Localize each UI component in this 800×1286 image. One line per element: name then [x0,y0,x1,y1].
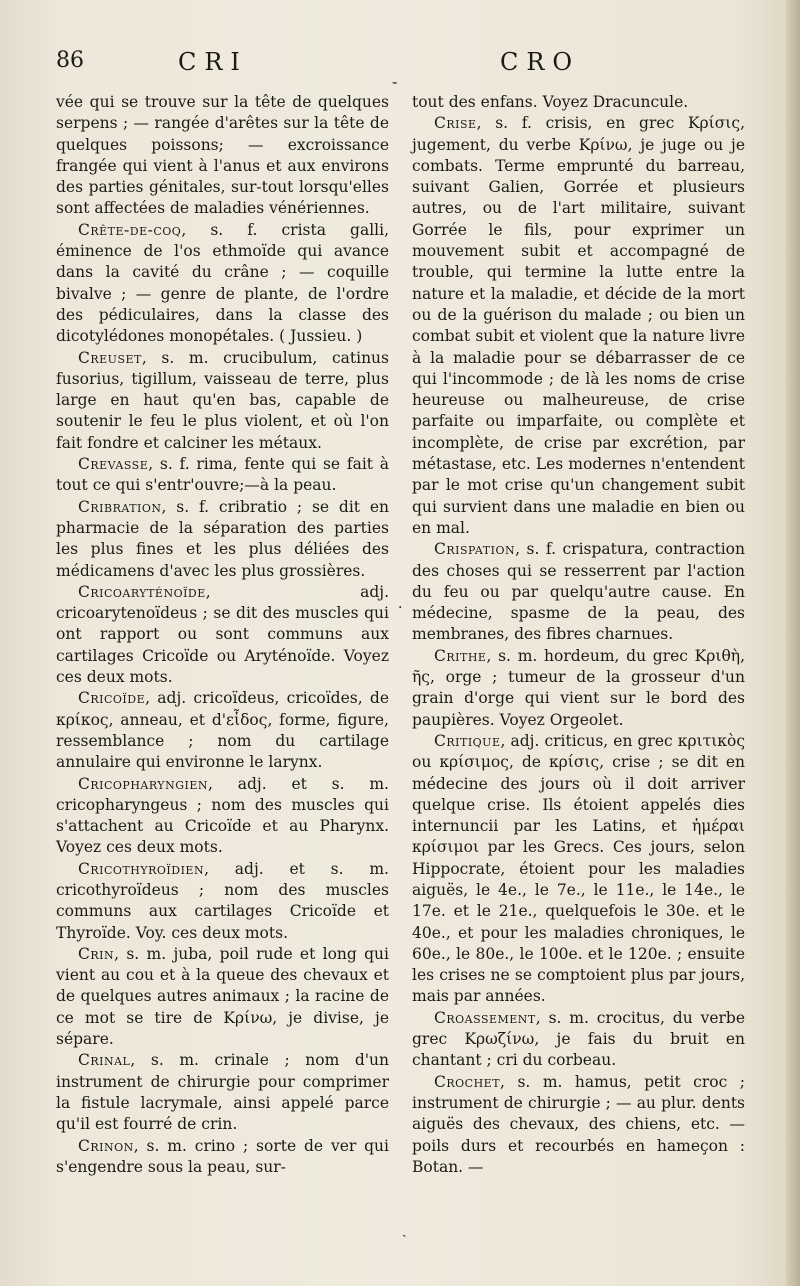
entry-body: , s. f. crista galli, éminence de l'os ethmoïde qui avance dans la cavité du crâne ; — coquille bivalve ; — genre de plante, de l'ordre des pédiculaires, dans la classe des dicotylédones monopétales. ( Jussieu. ) [56,220,389,346]
entry [56,1050,389,1135]
entry [56,582,389,688]
entry-body: , adj. cricoarytenoïdeus ; se dit des muscles qui ont rapport ou sont communs aux cartilages Cricoïde ou Aryténoïde. Voyez ces deux mots. [56,582,389,687]
entry [412,539,745,645]
entry [412,113,745,539]
entry [412,731,745,1008]
margin-mark: · [398,600,403,616]
entry-term: Cribration [78,497,162,516]
entry-body: , s. m. hordeum, du grec Κριθὴ, ῆς, orge ; tumeur de la grosseur d'un grain d'orge qui vient sur le bord des paupières. Voyez Orgeolet. [412,646,745,729]
entry-body: tout des enfans. Voyez Dracuncule. [412,93,689,111]
entry-body: , s. f. crispatura, contraction des choses qui se resserrent par l'action du feu ou par quelqu'autre cause. En médecine, spasme de la peau, des membranes, des fibres charnues. [412,540,745,644]
entry-continued [56,92,389,220]
entry-term: Crinal [78,1051,131,1070]
entry [56,220,389,348]
entry-term: Crinon [78,1136,134,1155]
entry-term: Crithe [434,646,487,665]
running-header [0,48,800,88]
entry [56,348,389,454]
right-column [412,92,745,1178]
right-running-head: CRO [500,48,581,76]
entry [56,688,389,773]
entry-term: Critique [434,731,501,750]
entry-body: vée qui se trouve sur la tête de quelques serpens ; — rangée d'arêtes sur la tête de quelques poissons; — excroissance frangée qui vient à l'anus et aux environs des parties génitales, sur-tout lorsqu'elles sont affectées de maladies vénériennes. [56,93,389,218]
entry-body: , s. m. crucibulum, catinus fusorius, tigillum, vaisseau de terre, plus large en haut qu'en bas, capable de soutenir le feu le plus violent, et où l'on fait fondre et calciner les métaux. [56,348,389,452]
entry-body: , adj. cricoïdeus, cricoïdes, de κρίκος, anneau, et d'εἶδος, forme, figure, ressemblance ; nom du cartilage annulaire qui environne le larynx. [56,689,389,772]
entry-body: , s. f. crisis, en grec Κρίσις, jugement, du verbe Κρίνω, je juge ou je combats. Terme emprunté du barreau, suivant Galien, Gorrée et plusieurs autres, ou de l'art militaire, suivant Gorrée le fils, pour exprimer un mouvement subit et accompagné de trouble, qui termine la lutte entre la nature et la maladie, et décide de la mort ou de la guérison du malade ; ou bien un combat subit et violent que la nature livre à la maladie pour se débarrasser de ce qui l'incommode ; de là les noms de crise heureuse ou malheureuse, de crise parfaite ou imparfaite, ou complète et incomplète, de crise par excrétion, par métastase, etc. Les modernes n'entendent par le mot crise qu'un changement subit qui survient dans une maladie en bien ou en mal. [412,114,745,537]
entry [412,646,745,731]
entry-body: , adj. criticus, en grec κριτικὸς ou κρίσιμος, de κρίσις, crise ; se dit en médecine des jours où il doit arriver quelque crise. Ils étoient appelés dies internuncii par les Latins, et ἡμέραι κρίσιμοι par les Grecs. Ces jours, selon Hippocrate, étoient pour les maladies aiguës, le 4e., le 7e., le 11e., le 14e., le 17e. et le 21e., quelquefois le 30e. et le 40e., et pour les maladies chroniques, le 60e., le 80e., le 100e. et le 120e. ; ensuite les crises ne se comptoient plus par jours, mais par années. [412,731,745,1006]
entry-body: , s. m. crinale ; nom d'un instrument de chirurgie pour comprimer la fistule lacrymale, ainsi appelé parce qu'il est fourré de crin. [56,1051,389,1134]
page-edge [786,0,800,1286]
entry-term: Cricopharyngien [78,774,208,793]
entry-body: , s. f. rima, fente qui se fait à tout ce qui s'entr'ouvre;—à la peau. [56,455,389,495]
entry-body: , s. f. cribratio ; se dit en pharmacie de la séparation des parties les plus fines et les plus déliées des médicamens d'avec les plus grossières. [56,497,389,580]
entry-continued [412,92,745,113]
left-column [56,92,389,1178]
header-ornament: ‐ [392,72,398,91]
entry-term: Crin [78,944,115,963]
page-number: 86 [56,48,84,73]
entry [412,1008,745,1072]
entry [412,1072,745,1178]
entry-body: , s. m. hamus, petit croc ; instrument de chirurgie ; — au plur. dents aiguës des chevaux, des chiens, etc. — poils durs et recourbés en hameçon : Botan. — [412,1072,745,1176]
entry-body: , adj. et s. m. cricopharyngeus ; nom des muscles qui s'attachent au Cricoïde et au Pharynx. Voyez ces deux mots. [56,774,389,857]
entry [56,1136,389,1179]
entry-term: Croassement [434,1008,536,1027]
entry-term: Cricoaryténoïde [78,582,206,601]
entry-term: Crête-de-coq [78,220,182,239]
entry-term: Crochet [434,1072,501,1091]
entry [56,454,389,497]
entry [56,774,389,859]
entry-term: Crise [434,114,477,133]
left-running-head: CRI [178,48,248,76]
entry-body: , s. m. juba, poil rude et long qui vient au cou et à la queue des chevaux et de quelques autres animaux ; la racine de ce mot se tire de Κρίνω, je divise, je sépare. [56,944,389,1049]
entry-term: Cricoïde [78,689,146,708]
entry [56,944,389,1050]
entry-term: Creuset [78,348,142,367]
entry-body: , s. m. crino ; sorte de ver qui s'engendre sous la peau, sur- [56,1136,389,1176]
entry [56,497,389,582]
entry-term: Crispation [434,540,516,559]
entry [56,859,389,944]
entry-body: , s. m. crocitus, du verbe grec Κρωζίνω, je fais du bruit en chantant ; cri du corbeau. [412,1008,745,1070]
margin-mark: ˏ [402,1222,407,1238]
entry-body: , adj. et s. m. cricothyroïdeus ; nom des muscles communs aux cartilages Cricoïde et Thyroïde. Voy. ces deux mots. [56,859,389,942]
entry-term: Cricothyroïdien [78,859,205,878]
entry-term: Crevasse [78,455,149,474]
